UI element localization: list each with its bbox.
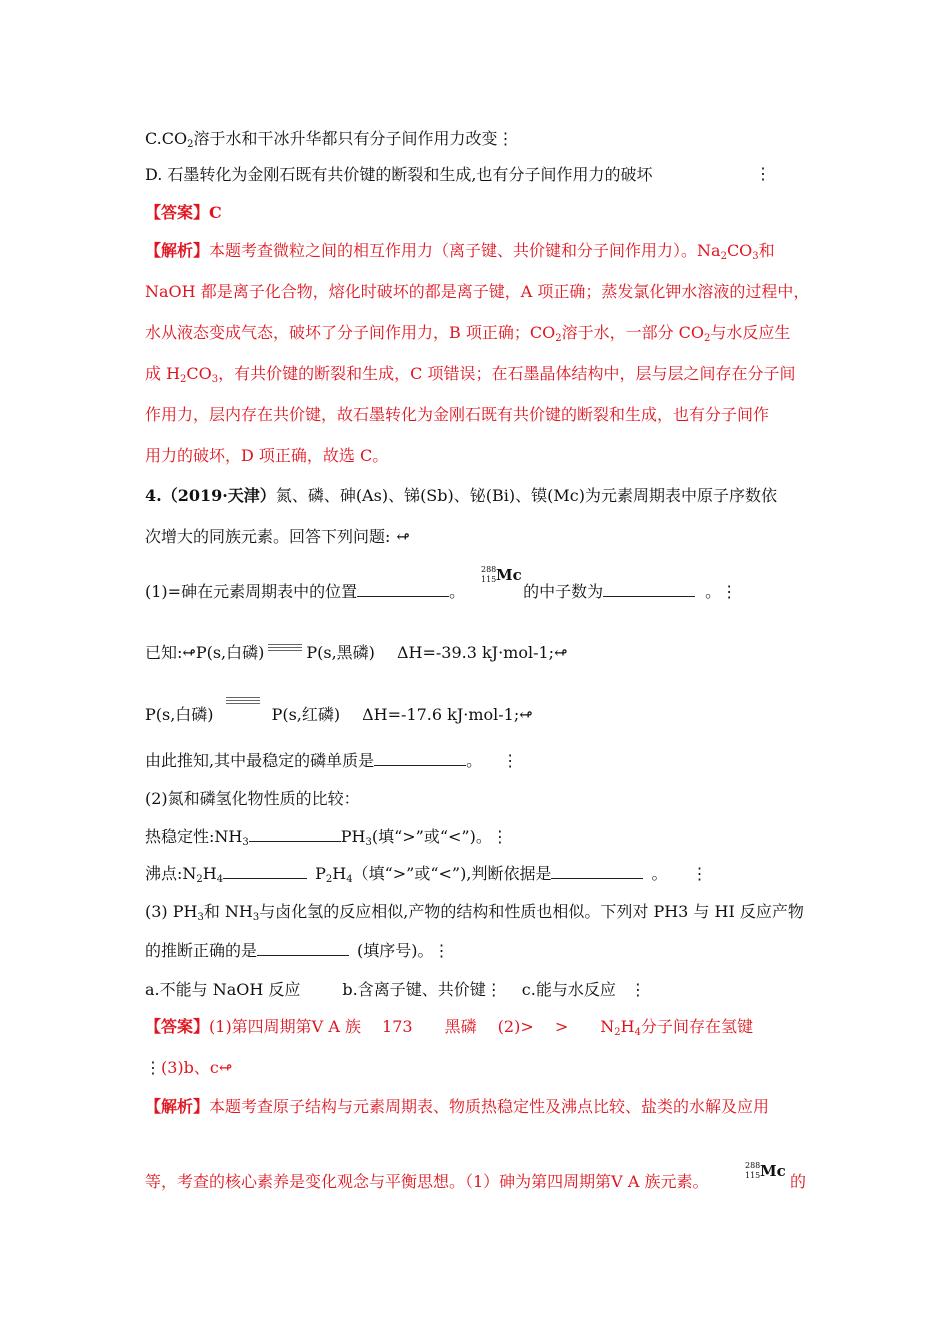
paragraph-mark-icon: ↫ <box>554 643 568 662</box>
q4-part-3: (3) $PH_3$和 $NH_3$与卤化氢的反应相似,产物的结构和性质也相似。下列对 PH3 与 HI 反应产物 <box>145 902 804 923</box>
reaction-arrow-icon <box>226 712 260 720</box>
answer-blank <box>223 864 307 879</box>
column-mark: ⋮ <box>485 980 502 999</box>
q4-answer-line-2: ⋮(3)b、c↫ <box>145 1058 233 1077</box>
q3-analysis-line-3: 水从液态变成气态，破坏了分子间作用力，B 项正确；$CO_2$溶于水，一部分 $CO_2$与水反应生 <box>145 323 791 344</box>
answer-blank <box>249 827 341 842</box>
q4-analysis-line-2-end: 的 <box>790 1172 807 1191</box>
choice-a: a.不能与 NaOH 反应 <box>145 980 301 999</box>
mc-nuclide-symbol: 288 115 Mc <box>745 1161 786 1180</box>
mc-nuclide-symbol: 288 115 Mc <box>481 565 522 584</box>
answer-blank <box>603 582 695 597</box>
q3-analysis-line-1: 【解析】本题考查微粒之间的相互作用力（离子键、共价键和分子间作用力）。$Na_2CO_3$和 <box>145 241 775 262</box>
q4-heading: 4.（2019·天津）氮、磷、砷(As)、锑(Sb)、铋(Bi)、镆(Mc)为元素周期表中原子序数依 <box>145 486 777 505</box>
paragraph-mark-icon: ↫ <box>182 643 196 662</box>
q3-answer: 【答案】C <box>145 203 222 222</box>
q4-part-2: (2)氮和磷氢化物性质的比较： <box>145 789 360 808</box>
q4-answer: 【答案】(1)第四周期第Ⅴ A 族 173 黑磷 (2)> > $N_2H_4$分子间存在氢键 <box>145 1017 753 1038</box>
q4-heat-stability: 热稳定性$:NH_3$ $PH_3$(填“>”或“<”)。⋮ <box>145 827 508 848</box>
answer-blank <box>551 864 643 879</box>
q4-analysis-line-2: 等，考查的核心素养是变化观念与平衡思想。（1）砷为第四周期第Ⅴ A 族元素。 <box>145 1172 709 1191</box>
choice-b: b.含离子键、共价键 <box>342 980 486 999</box>
q4-infer: 由此推知,其中最稳定的磷单质是 。 ⋮ <box>145 751 519 770</box>
q4-part-1: (1)=砷在元素周期表中的位置 。 的中子数为 。⋮ <box>145 582 738 601</box>
q3-analysis-line-4: 成 $H_2CO_3$，有共价键的断裂和生成，C 项错误；在石墨晶体结构中，层与层之间存在分子间 <box>145 364 796 385</box>
q3-analysis-line-5: 作用力，层内存在共价键，故石墨转化为金刚石既有共价键的断裂和生成，也有分子间作 <box>145 405 770 424</box>
q4-analysis-line-1: 【解析】本题考查原子结构与元素周期表、物质热稳定性及沸点比较、盐类的水解及应用 <box>145 1097 770 1116</box>
choice-c: c.能与水反应 <box>521 980 616 999</box>
column-mark: ⋮ <box>755 164 771 183</box>
column-mark: ⋮ <box>629 980 646 999</box>
known-reaction-1: 已知:↫P(s,白磷) P(s,黑磷) ΔH=-39.3 kJ·mol-1;↫ <box>145 643 568 662</box>
q4-part-3-line-2: 的推断正确的是 (填序号)。⋮ <box>145 941 450 960</box>
column-mark: ⋮ <box>497 129 514 148</box>
answer-blank <box>357 582 449 597</box>
column-mark: ⋮ <box>433 941 450 960</box>
reaction-arrow-icon <box>268 650 302 658</box>
known-reaction-2: P(s,白磷) P(s,红磷) ΔH=-17.6 kJ·mol-1;↫ <box>145 704 533 726</box>
q4-choices <box>145 979 646 1001</box>
paragraph-mark-icon: ↫ <box>218 1058 233 1077</box>
column-mark: ⋮ <box>721 582 738 601</box>
column-mark: ⋮ <box>491 827 508 846</box>
paragraph-mark-icon: ↫ <box>519 705 533 724</box>
option-d: D. 石墨转化为金刚石既有共价键的断裂和生成,也有分子间作用力的破坏 <box>145 165 653 184</box>
paragraph-mark-icon: ↫ <box>396 527 410 546</box>
column-mark: ⋮ <box>691 864 708 883</box>
q3-analysis-line-2: NaOH 都是离子化合物，熔化时破坏的都是离子键，A 项正确；蒸发氯化钾水溶液的过程中， <box>145 282 810 301</box>
option-c: $C.CO_2$溶于水和干冰升华都只有分子间作用力改变⋮ <box>145 129 514 150</box>
q3-analysis-line-6: 用力的破坏，D 项正确，故选 C。 <box>145 446 389 465</box>
answer-blank <box>257 941 349 956</box>
column-mark: ⋮ <box>145 1058 161 1077</box>
q4-heading-line-2: 次增大的同族元素。回答下列问题: ↫ <box>145 527 410 546</box>
q4-boiling-point: 沸点$:N_2H_4$ $P_2H_4$（填“>”或“<”),判断依据是 。 ⋮ <box>145 864 708 885</box>
column-mark: ⋮ <box>502 751 519 770</box>
answer-blank <box>374 751 466 766</box>
